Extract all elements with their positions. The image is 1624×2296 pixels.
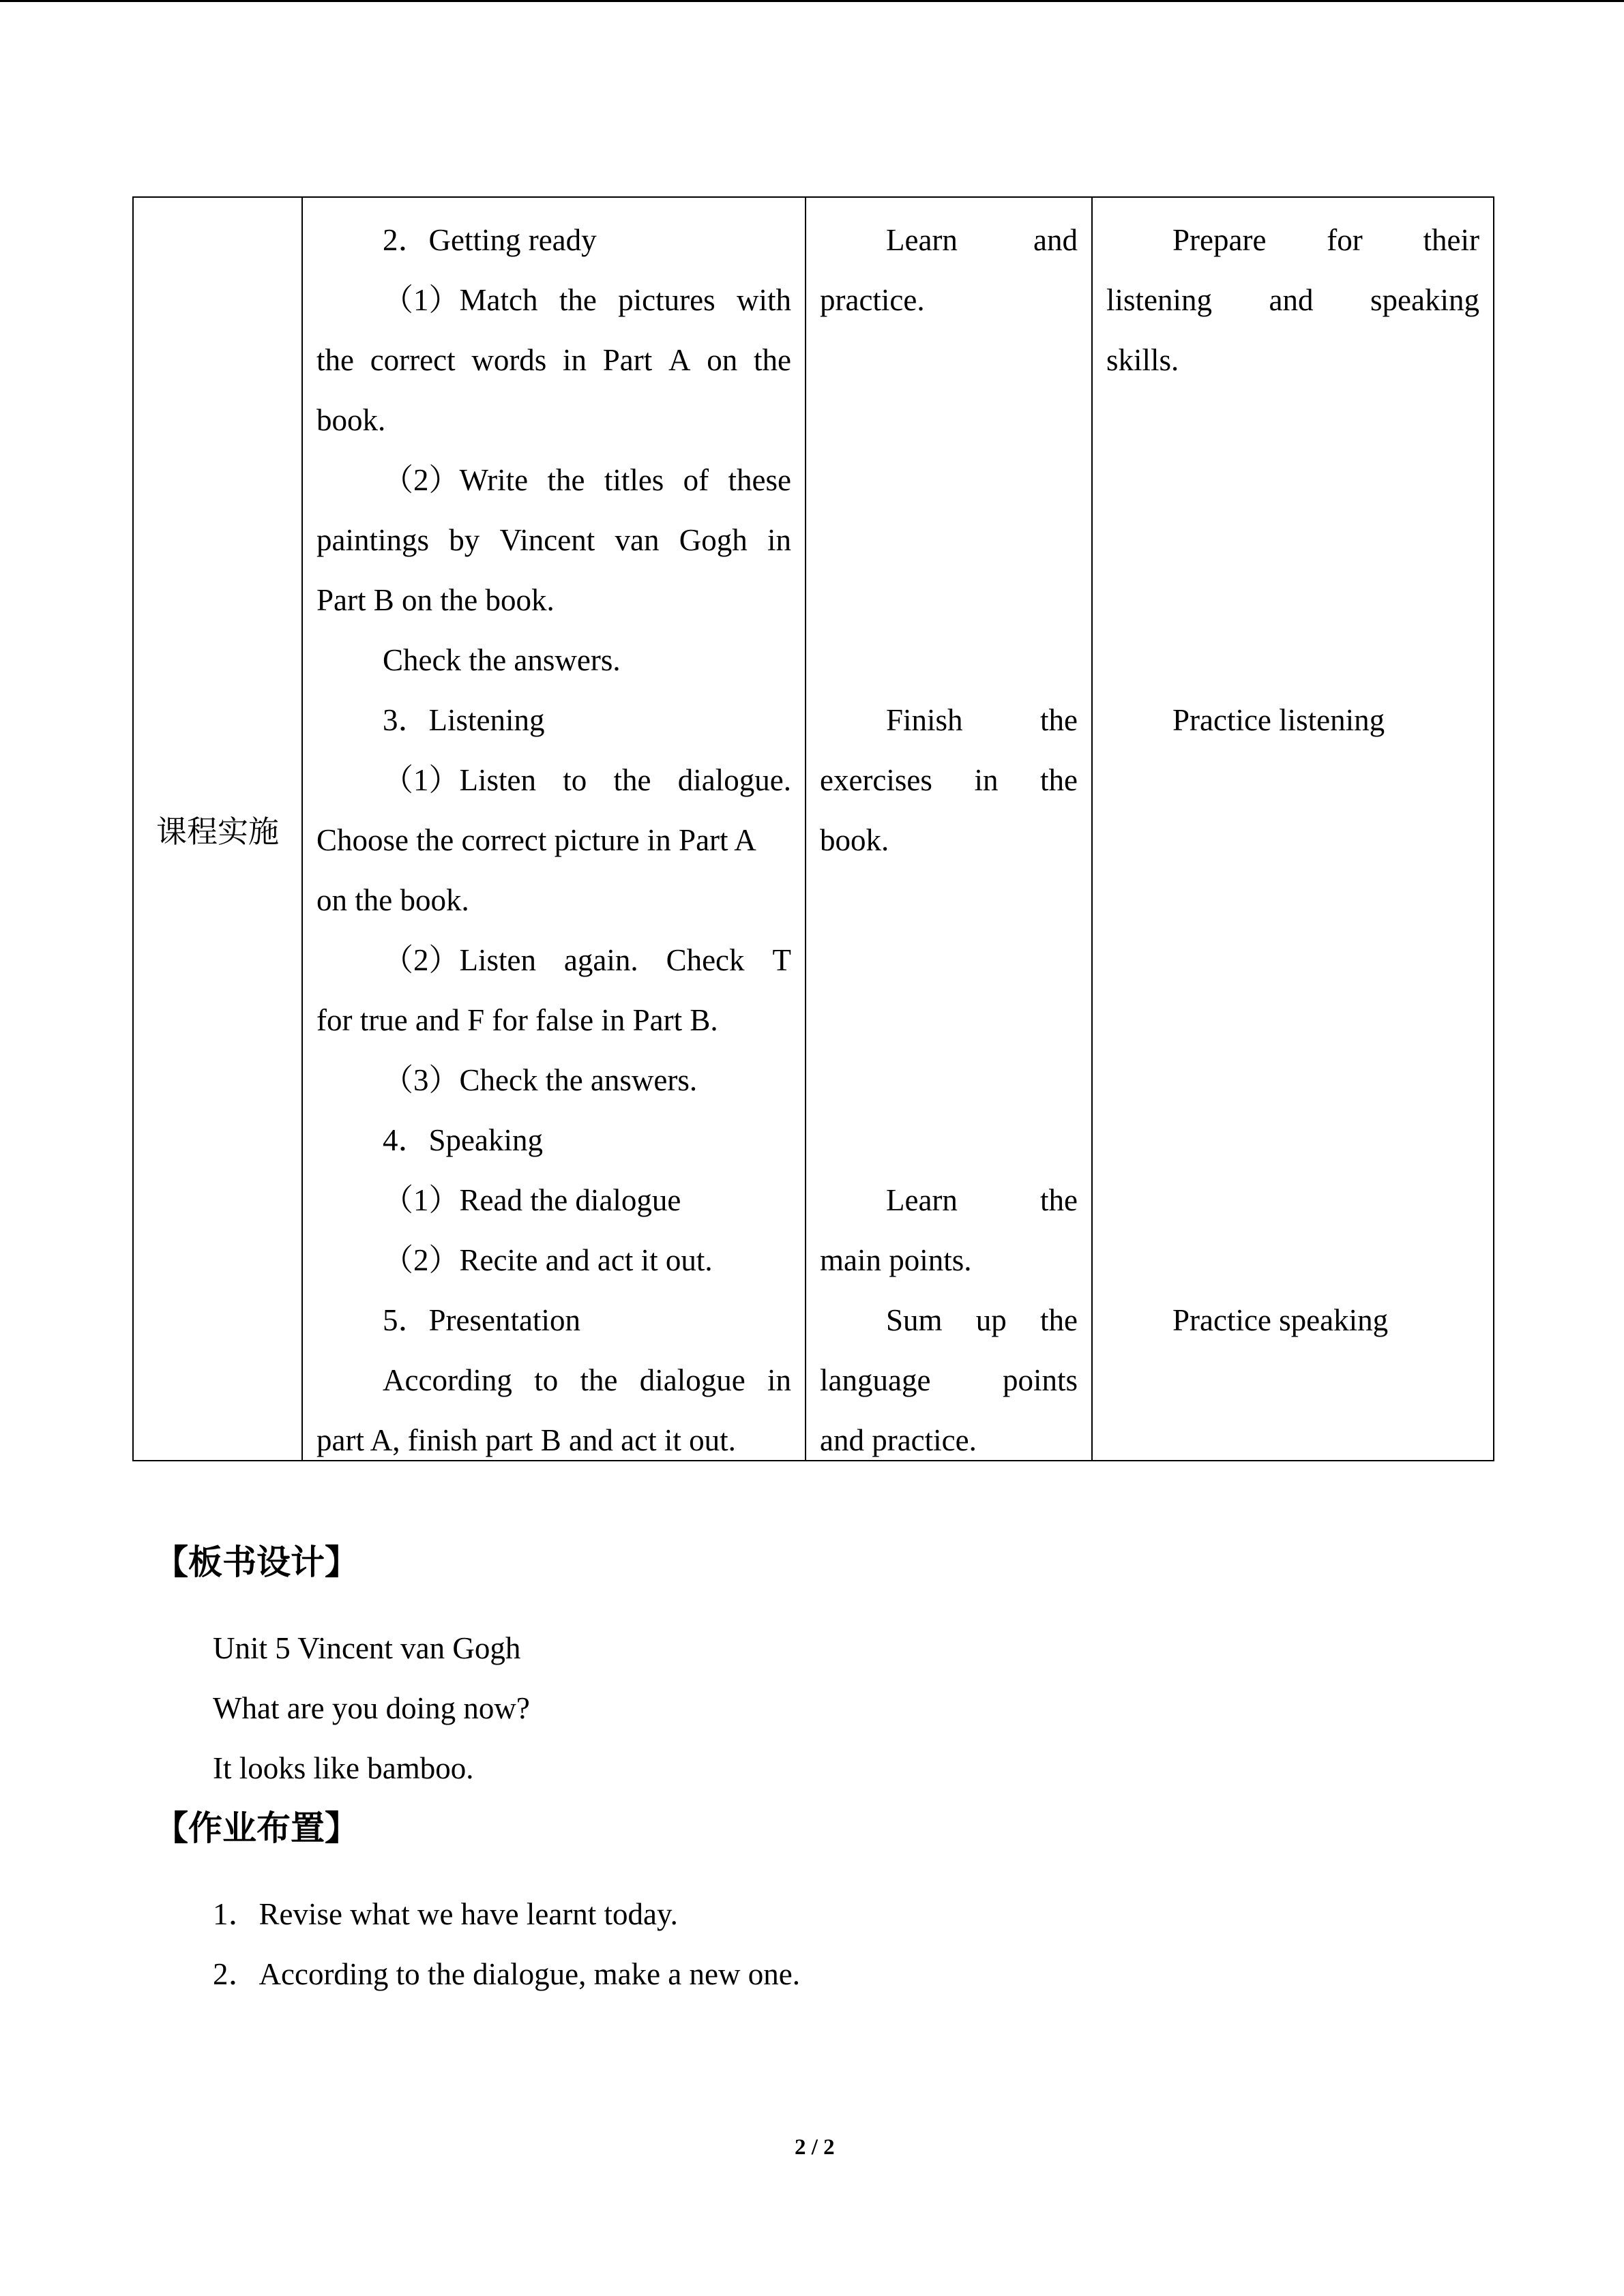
procedure-line: paintings by Vincent van Gogh in [316,523,791,557]
homework-heading: 【作业布置】 [154,1808,359,1848]
procedure-line: （3）Check the answers. [383,1063,698,1097]
procedure-line: （2）Write the titles of these [383,463,791,497]
procedure-line: Part B on the book. [316,583,555,617]
procedure-line: （1）Match the pictures with [383,283,791,317]
student-line: practice. [820,283,925,317]
row-label: 课程实施 [156,814,279,850]
procedure-line: book. [316,403,386,437]
design-purpose-cell [1092,197,1494,1461]
student-line: language points [820,1363,1078,1397]
procedure-line: part A, finish part B and act it out. [316,1423,736,1457]
procedure-cell [302,197,806,1461]
procedure-line: Check the answers. [383,643,621,677]
board-design-line: What are you doing now? [213,1691,530,1725]
procedure-line: （1）Read the dialogue [383,1183,681,1217]
student-activity-cell [806,197,1092,1461]
homework-item: 1．Revise what we have learnt today. [213,1897,678,1931]
page-top-border [0,0,1624,2]
procedure-line: on the book. [316,883,469,917]
student-line: exercises in the [820,763,1078,797]
procedure-line: 4．Speaking [383,1123,543,1157]
procedure-line: the correct words in Part A on the [316,343,791,377]
purpose-line: Practice speaking [1172,1303,1389,1337]
student-line: main points. [820,1243,972,1277]
procedure-line: for true and F for false in Part B. [316,1003,718,1037]
purpose-line: skills. [1106,343,1179,377]
board-design-line: Unit 5 Vincent van Gogh [213,1631,521,1665]
procedure-line: 2．Getting ready [383,223,597,257]
procedure-line: According to the dialogue in [383,1363,791,1397]
board-design-heading: 【板书设计】 [154,1542,359,1582]
board-design-line: It looks like bamboo. [213,1751,474,1785]
page-number: 2 / 2 [795,2135,835,2160]
procedure-line: 3．Listening [383,703,545,737]
table-row [133,197,1494,1461]
lesson-procedure-table [132,196,1494,1461]
procedure-line: （2）Listen again. Check T [383,943,791,977]
student-line: Sum up the [886,1303,1078,1337]
homework-item: 2．According to the dialogue, make a new one. [213,1957,800,1991]
procedure-line: 5．Presentation [383,1303,580,1337]
student-line: and practice. [820,1423,977,1457]
purpose-line: Prepare for their [1172,223,1479,257]
student-line: Learn and [886,223,1078,257]
purpose-line: Practice listening [1172,703,1385,737]
student-line: Finish the [886,703,1078,737]
procedure-line: Choose the correct picture in Part A [316,823,756,857]
row-label-cell [133,197,302,1461]
procedure-line: （1）Listen to the dialogue. [383,763,791,797]
purpose-line: listening and speaking [1106,283,1479,317]
procedure-line: （2）Recite and act it out. [383,1243,713,1277]
student-line: book. [820,823,889,857]
student-line: Learn the [886,1183,1078,1217]
